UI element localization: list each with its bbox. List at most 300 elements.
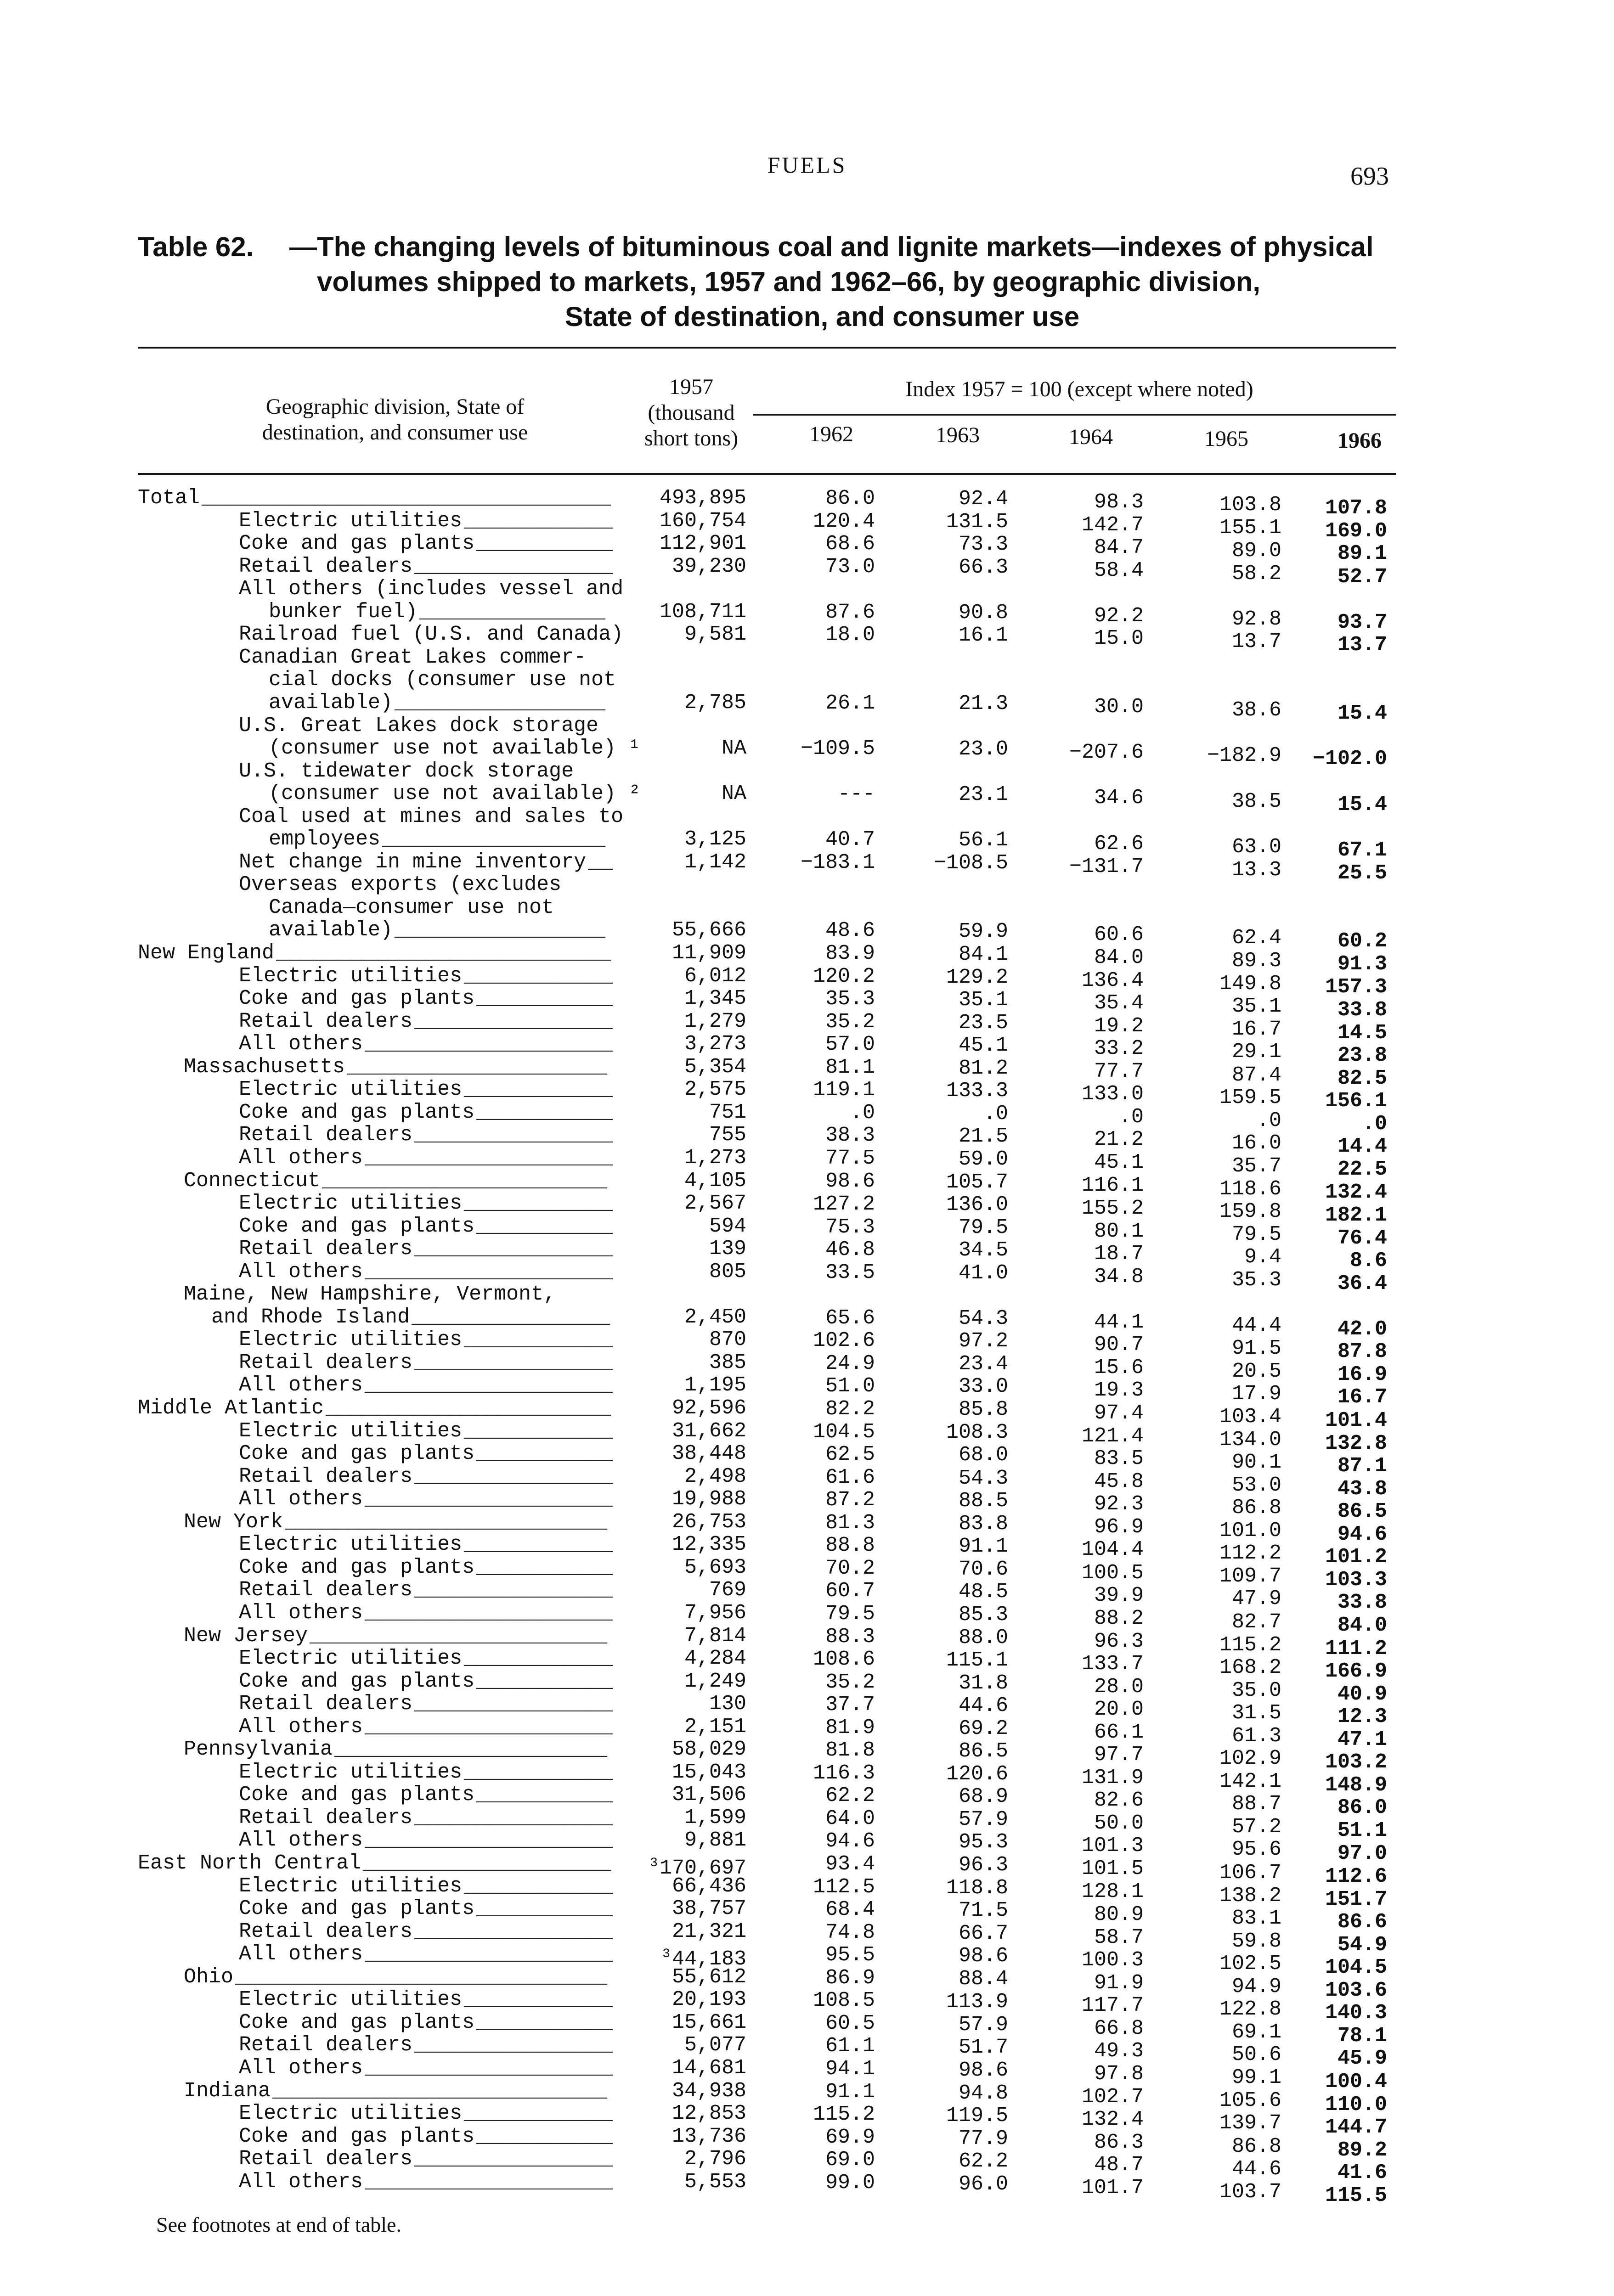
index-cell-1966: 78.1	[1337, 2024, 1387, 2048]
index-cell-1963: 54.3	[958, 1467, 1008, 1490]
index-cell-1963: 88.0	[958, 1626, 1008, 1649]
index-cell-1962: 88.8	[825, 1534, 875, 1557]
index-cell-1965: 115.2	[1219, 1633, 1281, 1657]
index-cell-1962: 48.6	[825, 919, 875, 942]
index-cell-1966: 76.4	[1337, 1227, 1387, 1250]
index-cell-1965: 155.1	[1219, 516, 1281, 540]
index-cell-1962: 116.3	[813, 1761, 875, 1785]
row-label: All others	[239, 1146, 363, 1170]
base-tonnage-cell: 34,938	[672, 2079, 746, 2103]
index-cell-1963: 23.1	[958, 783, 1008, 806]
row-label: Canadian Great Lakes commer-	[239, 646, 587, 669]
dot-leader: ___________	[476, 2125, 613, 2148]
dot-leader: ____________________	[365, 1260, 613, 1283]
index-cell-1965: 118.6	[1219, 1177, 1281, 1201]
index-cell-1964: 102.7	[1081, 2085, 1144, 2109]
index-cell-1964: 84.0	[1094, 946, 1144, 969]
index-cell-1962: 68.6	[825, 532, 875, 556]
index-cell-1964: 60.6	[1094, 923, 1144, 946]
index-cell-1963: 68.0	[958, 1443, 1008, 1467]
index-cell-1964: 21.2	[1094, 1128, 1144, 1151]
dot-leader: __________________________	[285, 1510, 608, 1534]
index-cell-1966: 169.0	[1325, 519, 1387, 543]
base-tonnage-cell: 1,273	[684, 1146, 746, 1170]
year-1964-heading: 1964	[1069, 425, 1113, 449]
row-label: Electric utilities	[239, 1874, 463, 1898]
base-tonnage-cell: 2,575	[684, 1078, 746, 1101]
base-tonnage-cell: 4,284	[684, 1647, 746, 1670]
row-label: available)	[269, 918, 393, 942]
index-cell-1965: 29.1	[1231, 1040, 1281, 1064]
index-cell-1963: 23.5	[958, 1011, 1008, 1035]
dot-leader: ____________________	[365, 1373, 613, 1397]
index-cell-1964: 77.7	[1094, 1060, 1144, 1083]
index-cell-1965: −182.9	[1207, 744, 1281, 767]
dot-leader: ________________	[414, 1465, 613, 1488]
row-label: Net change in mine inventory	[239, 850, 587, 874]
index-cell-1962: 119.1	[813, 1078, 875, 1102]
index-cell-1962: 81.9	[825, 1716, 875, 1739]
row-label: All others	[239, 2056, 363, 2080]
row-label: Coke and gas plants	[239, 1215, 475, 1238]
index-cell-1962: 75.3	[825, 1216, 875, 1239]
index-cell-1963: 45.1	[958, 1034, 1008, 1057]
base-tonnage-cell: 108,711	[659, 600, 746, 624]
index-cell-1965: 90.1	[1231, 1451, 1281, 1474]
dot-leader: ________________	[412, 1306, 610, 1329]
year-1966-heading: 1966	[1337, 428, 1382, 453]
index-cell-1962: 93.4	[825, 1852, 875, 1876]
index-cell-1964: 155.2	[1081, 1197, 1144, 1220]
row-label: Middle Atlantic	[138, 1396, 324, 1420]
index-cell-1966: 84.0	[1337, 1614, 1387, 1637]
index-heading: Index 1957 = 100 (except where noted)	[905, 377, 1253, 401]
index-cell-1966: 151.7	[1325, 1888, 1387, 1911]
row-label: Massachusetts	[184, 1055, 345, 1079]
row-label: New England	[138, 941, 275, 965]
index-cell-1964: 128.1	[1081, 1880, 1144, 1903]
index-cell-1966: 89.2	[1337, 2138, 1387, 2162]
index-cell-1966: 132.4	[1325, 1181, 1387, 1204]
base-tonnage-cell: 15,661	[672, 2011, 746, 2034]
index-cell-1963: 23.0	[958, 737, 1008, 761]
index-cell-1962: 120.2	[813, 965, 875, 988]
index-cell-1966: 97.0	[1337, 1842, 1387, 1865]
row-label: and Rhode Island	[211, 1306, 410, 1329]
index-cell-1964: 96.9	[1094, 1515, 1144, 1539]
index-cell-1964: 35.4	[1094, 991, 1144, 1015]
index-cell-1964: 142.7	[1081, 513, 1144, 537]
index-cell-1964: 121.4	[1081, 1424, 1144, 1448]
dot-leader: _______________________	[322, 1169, 608, 1193]
row-label: Coke and gas plants	[239, 1101, 475, 1124]
index-cell-1966: 8.6	[1349, 1249, 1387, 1272]
index-cell-1964: 20.0	[1094, 1698, 1144, 1721]
index-cell-1963: 66.7	[958, 1922, 1008, 1945]
row-label: bunker fuel)	[269, 600, 418, 624]
index-cell-1964: 136.4	[1081, 969, 1144, 992]
index-cell-1962: 69.9	[825, 2126, 875, 2149]
index-cell-1965: 99.1	[1231, 2066, 1281, 2089]
index-cell-1962: 87.2	[825, 1488, 875, 1512]
index-cell-1964: 28.0	[1094, 1675, 1144, 1699]
index-cell-1965: 57.2	[1231, 1815, 1281, 1839]
index-cell-1966: 15.4	[1337, 793, 1387, 816]
index-cell-1966: 112.6	[1325, 1865, 1387, 1888]
index-cell-1966: 16.7	[1337, 1385, 1387, 1409]
table-row	[0, 896, 1614, 919]
index-cell-1962: 74.8	[825, 1921, 875, 1944]
index-cell-1966: 107.8	[1325, 496, 1387, 520]
index-cell-1965: 149.8	[1219, 972, 1281, 996]
index-cell-1965: 38.5	[1231, 790, 1281, 813]
index-cell-1966: 60.2	[1337, 929, 1387, 953]
row-label: Retail dealers	[239, 1351, 413, 1374]
base-tonnage-cell: 7,956	[684, 1601, 746, 1625]
base-tonnage-cell: 11,909	[672, 941, 746, 965]
base-tonnage-cell: 2,450	[684, 1306, 746, 1329]
base-tonnage-cell: 805	[709, 1260, 746, 1283]
index-cell-1963: 94.8	[958, 2082, 1008, 2105]
dot-leader: ________________	[414, 2147, 613, 2171]
row-label: Maine, New Hampshire, Vermont,	[184, 1283, 556, 1306]
index-cell-1966: 87.8	[1337, 1340, 1387, 1363]
base-tonnage-cell: 2,498	[684, 1465, 746, 1488]
index-cell-1966: 33.8	[1337, 998, 1387, 1022]
index-cell-1966: 110.0	[1325, 2093, 1387, 2116]
index-cell-1965: 159.8	[1219, 1200, 1281, 1223]
index-cell-1962: 24.9	[825, 1352, 875, 1375]
index-cell-1963: 57.9	[958, 2013, 1008, 2037]
index-cell-1965: 44.6	[1231, 2157, 1281, 2181]
index-cell-1965: 92.8	[1231, 608, 1281, 631]
table-row	[0, 623, 1614, 657]
index-cell-1965: 59.8	[1231, 1930, 1281, 1953]
dot-leader: ____________________	[365, 1487, 613, 1511]
index-cell-1966: −102.0	[1312, 747, 1387, 771]
base-tonnage-cell: 769	[709, 1578, 746, 1602]
index-cell-1966: 12.3	[1337, 1705, 1387, 1728]
index-cell-1962: 120.4	[813, 510, 875, 533]
index-cell-1964: 131.9	[1081, 1766, 1144, 1790]
row-label: Coke and gas plants	[239, 532, 475, 555]
base-heading	[622, 374, 760, 451]
index-cell-1962: 98.6	[825, 1170, 875, 1193]
index-cell-1966: 40.9	[1337, 1683, 1387, 1706]
index-cell-1966: 15.4	[1337, 702, 1387, 725]
index-cell-1966: 33.8	[1337, 1591, 1387, 1614]
index-cell-1965: 62.4	[1231, 926, 1281, 950]
index-cell-1963: 115.1	[946, 1649, 1008, 1672]
base-tonnage-cell: 2,567	[684, 1192, 746, 1215]
index-cell-1965: .0	[1256, 1109, 1281, 1132]
index-cell-1965: 103.4	[1219, 1405, 1281, 1429]
index-cell-1963: 68.9	[958, 1785, 1008, 1808]
index-cell-1962: 35.3	[825, 987, 875, 1011]
index-cell-1963: 16.1	[958, 624, 1008, 647]
index-cell-1966: 41.6	[1337, 2161, 1387, 2184]
index-cell-1963: 66.3	[958, 556, 1008, 579]
row-label: Connecticut	[184, 1169, 321, 1193]
index-cell-1966: 111.2	[1325, 1637, 1387, 1660]
dot-leader: ____________	[464, 1647, 613, 1670]
index-cell-1964: 101.7	[1081, 2176, 1144, 2200]
row-label: Coke and gas plants	[239, 1783, 475, 1806]
base-tonnage-cell: 751	[709, 1101, 746, 1124]
base-tonnage-cell: 385	[709, 1351, 746, 1374]
dot-leader: ____________________	[365, 2056, 613, 2080]
table-row	[0, 600, 1614, 634]
base-tonnage-cell: 38,757	[672, 1897, 746, 1920]
index-cell-1965: 17.9	[1231, 1382, 1281, 1406]
base-heading-line-3: short tons)	[644, 426, 738, 450]
dot-leader: ___________	[476, 1556, 613, 1579]
index-cell-1963: 48.5	[958, 1580, 1008, 1604]
dot-leader: ____________	[464, 1419, 613, 1443]
index-cell-1964: 45.1	[1094, 1151, 1144, 1174]
index-cell-1966: 51.1	[1337, 1819, 1387, 1842]
index-cell-1966: 91.3	[1337, 952, 1387, 976]
index-cell-1962: 77.5	[825, 1147, 875, 1170]
index-cell-1963: 31.8	[958, 1671, 1008, 1695]
table-row	[0, 737, 1614, 771]
index-cell-1966: 25.5	[1337, 861, 1387, 885]
base-tonnage-cell: 160,754	[659, 509, 746, 533]
index-cell-1965: 16.7	[1231, 1018, 1281, 1041]
index-cell-1962: 62.2	[825, 1784, 875, 1807]
row-label: Electric utilities	[239, 1192, 463, 1215]
dot-leader: ___________	[476, 1101, 613, 1124]
index-cell-1962: 60.7	[825, 1579, 875, 1603]
header-bottom-rule	[138, 473, 1396, 475]
index-cell-1963: 21.5	[958, 1125, 1008, 1148]
row-label: Retail dealers	[239, 1237, 413, 1261]
index-cell-1963: 85.3	[958, 1603, 1008, 1626]
base-tonnage-cell: 3,125	[684, 827, 746, 851]
index-cell-1965: 87.4	[1231, 1064, 1281, 1087]
index-cell-1963: 136.0	[946, 1193, 1008, 1216]
year-1963-heading: 1963	[936, 423, 980, 447]
index-cell-1962: 64.0	[825, 1807, 875, 1830]
index-cell-1965: 134.0	[1219, 1428, 1281, 1452]
row-label: Pennsylvania	[184, 1738, 333, 1761]
index-cell-1964: 82.6	[1094, 1789, 1144, 1812]
index-cell-1966: 22.5	[1337, 1158, 1387, 1181]
index-cell-1962: −183.1	[800, 851, 875, 874]
row-label: All others	[239, 1032, 363, 1056]
index-cell-1964: 39.9	[1094, 1584, 1144, 1607]
base-tonnage-cell: 15,043	[672, 1761, 746, 1784]
index-cell-1964: 101.3	[1081, 1834, 1144, 1857]
index-cell-1964: 15.6	[1094, 1356, 1144, 1379]
index-cell-1962: 73.0	[825, 555, 875, 579]
index-cell-1964: 15.0	[1094, 627, 1144, 650]
index-cell-1966: 54.9	[1337, 1933, 1387, 1957]
row-label: (consumer use not available) ¹	[269, 737, 641, 760]
index-cell-1964: 86.3	[1094, 2131, 1144, 2154]
index-cell-1966: 166.9	[1325, 1660, 1387, 1683]
index-cell-1965: 112.2	[1219, 1542, 1281, 1565]
table-row	[0, 509, 1614, 543]
index-cell-1965: 35.7	[1231, 1154, 1281, 1178]
index-cell-1964: 133.0	[1081, 1082, 1144, 1106]
row-label: Retail dealers	[239, 555, 413, 578]
stub-heading-line-1: Geographic division, State of	[265, 394, 525, 419]
running-title: FUELS	[767, 152, 847, 178]
index-cell-1966: 42.0	[1337, 1317, 1387, 1341]
dot-leader: ____________	[464, 1533, 613, 1556]
index-cell-1966: 101.2	[1325, 1545, 1387, 1569]
row-label: Coke and gas plants	[239, 1670, 475, 1693]
base-tonnage-cell: NA	[721, 782, 746, 805]
row-label: All others	[239, 1829, 363, 1852]
base-tonnage-cell: 14,681	[672, 2056, 746, 2080]
base-tonnage-cell: 13,736	[672, 2125, 746, 2148]
dot-leader: _________________	[395, 918, 606, 942]
index-cell-1965: 138.2	[1219, 1884, 1281, 1908]
index-cell-1963: 85.8	[958, 1398, 1008, 1421]
index-cell-1962: 26.1	[825, 692, 875, 715]
row-label: Retail dealers	[239, 2147, 413, 2171]
index-cell-1966: 104.5	[1325, 1956, 1387, 1979]
row-label: Retail dealers	[239, 1920, 413, 1943]
index-cell-1965: 79.5	[1231, 1223, 1281, 1246]
row-label: All others	[239, 1487, 363, 1511]
index-cell-1965: 82.7	[1231, 1610, 1281, 1634]
index-cell-1962: 51.0	[825, 1374, 875, 1398]
dot-leader: ________________________	[310, 1624, 608, 1648]
index-cell-1962: 127.2	[813, 1193, 875, 1216]
index-cell-1965: 142.1	[1219, 1770, 1281, 1793]
row-label: All others	[239, 1715, 363, 1739]
table-title	[289, 230, 1529, 334]
index-cell-1963: 79.5	[958, 1216, 1008, 1239]
index-cell-1963: 83.8	[958, 1512, 1008, 1536]
row-label: (consumer use not available) ²	[269, 782, 641, 805]
index-cell-1962: 86.0	[825, 487, 875, 510]
index-cell-1962: 95.5	[825, 1943, 875, 1967]
stub-heading	[188, 394, 602, 445]
index-cell-1963: 105.7	[946, 1171, 1008, 1194]
index-cell-1965: 122.8	[1219, 1998, 1281, 2021]
index-cell-1964: 58.4	[1094, 559, 1144, 582]
index-cell-1964: −207.6	[1069, 741, 1144, 764]
table-row	[0, 1283, 1614, 1306]
index-cell-1964: 97.8	[1094, 2062, 1144, 2086]
index-cell-1963: 71.5	[958, 1899, 1008, 1922]
index-cell-1963: 113.9	[946, 1990, 1008, 2014]
base-tonnage-cell: 5,553	[684, 2170, 746, 2194]
row-label: New York	[184, 1510, 283, 1534]
index-cell-1966: .0	[1362, 1112, 1387, 1136]
index-cell-1963: 98.6	[958, 1944, 1008, 1968]
base-tonnage-cell: 5,077	[684, 2033, 746, 2057]
index-cell-1962: −109.5	[800, 737, 875, 760]
base-tonnage-cell: 1,195	[684, 1373, 746, 1397]
index-cell-1965: 91.5	[1231, 1337, 1281, 1360]
base-tonnage-cell: 31,662	[672, 1419, 746, 1443]
index-cell-1963: 41.0	[958, 1261, 1008, 1285]
base-tonnage-cell: 2,151	[684, 1715, 746, 1739]
index-cell-1962: 69.0	[825, 2148, 875, 2172]
index-cell-1965: 89.0	[1231, 539, 1281, 563]
table-row	[0, 2170, 1614, 2207]
index-cell-1963: 129.2	[946, 966, 1008, 989]
index-cell-1966: 67.1	[1337, 838, 1387, 862]
index-cell-1964: 83.5	[1094, 1447, 1144, 1470]
dot-leader: ___________________________	[272, 2079, 608, 2103]
dot-leader: _____________________	[347, 1055, 608, 1079]
dot-leader: ___________	[476, 2011, 613, 2034]
index-cell-1965: 13.7	[1231, 630, 1281, 653]
base-tonnage-cell: 21,321	[672, 1920, 746, 1943]
index-cell-1963: −108.5	[933, 851, 1008, 875]
index-cell-1965: 89.3	[1231, 949, 1281, 973]
index-cell-1966: 144.7	[1325, 2116, 1387, 2139]
index-cell-1963: 96.0	[958, 2172, 1008, 2196]
index-cell-1966: 140.3	[1325, 2001, 1387, 2025]
base-tonnage-cell: 31,506	[672, 1783, 746, 1806]
table-row	[0, 532, 1614, 565]
index-cell-1963: 86.5	[958, 1739, 1008, 1763]
index-cell-1964: −131.7	[1069, 855, 1144, 878]
table-title-line-3: State of destination, and consumer use	[564, 301, 1080, 332]
dot-leader: __	[588, 850, 613, 874]
index-cell-1964: 80.1	[1094, 1220, 1144, 1243]
index-cell-1963: 21.3	[958, 692, 1008, 715]
index-cell-1965: 106.7	[1219, 1861, 1281, 1885]
index-cell-1966: 23.8	[1337, 1044, 1387, 1067]
index-cell-1965: 86.8	[1231, 2135, 1281, 2158]
row-label: New Jersey	[184, 1624, 308, 1648]
base-tonnage-cell: 755	[709, 1123, 746, 1147]
index-cell-1964: 66.8	[1094, 2017, 1144, 2040]
index-cell-1965: 105.6	[1219, 2089, 1281, 2112]
dot-leader: ____________	[464, 1761, 613, 1784]
index-cell-1964: 58.7	[1094, 1926, 1144, 1949]
base-tonnage-cell: 26,753	[672, 1510, 746, 1534]
index-cell-1964: 50.0	[1094, 1812, 1144, 1835]
dot-leader: _______________________	[326, 1396, 611, 1420]
row-label: Electric utilities	[239, 1533, 463, 1556]
dot-leader: _________________________________	[202, 486, 611, 510]
base-tonnage-cell: 1,249	[684, 1670, 746, 1693]
index-cell-1965: 35.1	[1231, 995, 1281, 1018]
row-label: Electric utilities	[239, 509, 463, 533]
index-cell-1964: 30.0	[1094, 695, 1144, 719]
row-label: All others	[239, 1260, 363, 1283]
row-label: Electric utilities	[239, 1761, 463, 1784]
index-cell-1964: 19.2	[1094, 1014, 1144, 1038]
base-tonnage-cell: 2,796	[684, 2147, 746, 2171]
index-cell-1962: 91.1	[825, 2080, 875, 2104]
row-label: Electric utilities	[239, 1419, 463, 1443]
index-cell-1964: 104.4	[1081, 1538, 1144, 1561]
index-cell-1963: 56.1	[958, 828, 1008, 852]
row-label: Retail dealers	[239, 1010, 413, 1033]
base-tonnage-cell: 9,581	[684, 623, 746, 646]
dot-leader: ______________________________	[235, 1965, 608, 1989]
index-cell-1964: 117.7	[1081, 1994, 1144, 2017]
dot-leader: ________________	[414, 1806, 613, 1829]
row-label: Total	[138, 486, 200, 510]
base-tonnage-cell: 5,354	[684, 1055, 746, 1079]
base-tonnage-cell: 594	[709, 1215, 746, 1238]
cell-value: 44,183	[672, 1947, 746, 1971]
dot-leader: ____________________	[365, 1601, 613, 1625]
index-cell-1962: 79.5	[825, 1602, 875, 1626]
dot-leader: ____________	[464, 1192, 613, 1215]
